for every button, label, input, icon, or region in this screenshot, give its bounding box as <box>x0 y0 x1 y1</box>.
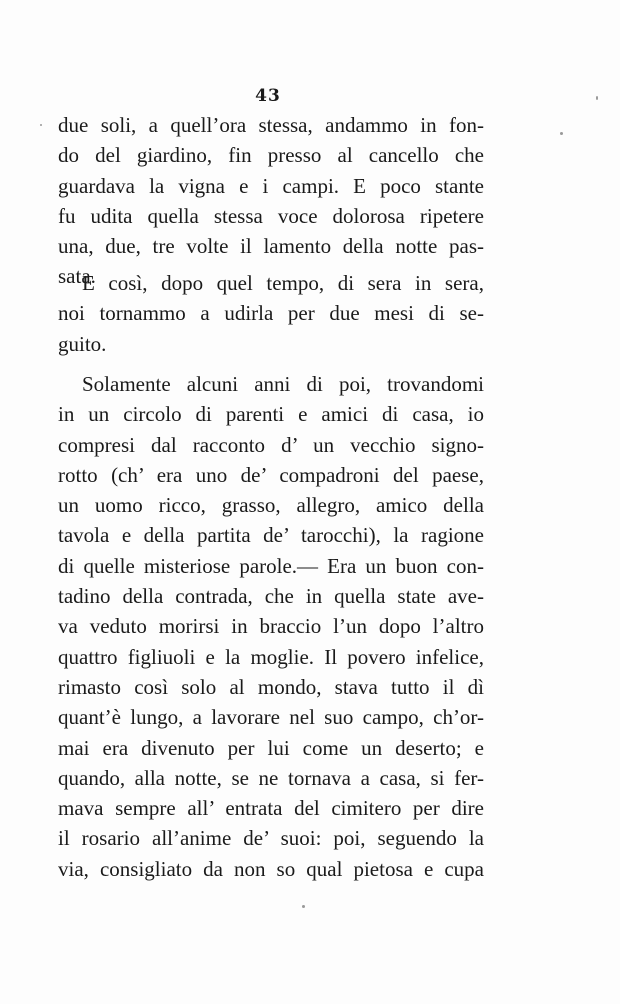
paper-speck <box>302 905 305 908</box>
text-line: una, due, tre volte il lamento della notte pas- <box>58 234 484 259</box>
text-line: mai era divenuto per lui come un deserto; e <box>58 735 484 760</box>
text-line: compresi dal racconto d’ un vecchio signo- <box>58 432 484 457</box>
text-line: un uomo ricco, grasso, allegro, amico della <box>58 493 484 518</box>
text-line: fu udita quella stessa voce dolorosa ripetere <box>58 203 484 228</box>
text-line: il rosario all’anime de’ suoi: poi, seguendo la <box>58 826 484 851</box>
text-line: due soli, a quell’ora stessa, andammo in fon- <box>58 113 484 137</box>
text-line: quant’è lungo, a lavorare nel suo campo, ch’or- <box>58 705 484 730</box>
text-line: via, consigliato da non so qual pietosa e cupa <box>58 856 484 881</box>
text-line: di quelle misteriose parole.— Era un buon con- <box>58 553 484 578</box>
text-line: guito. <box>58 331 107 356</box>
text-line: rotto (ch’ era uno de’ compadroni del paese, <box>58 462 484 487</box>
page-number: 43 <box>255 86 281 106</box>
text-line: guardava la vigna e i campi. E poco stante <box>58 173 484 198</box>
text-line: E così, dopo quel tempo, di sera in sera, <box>82 271 484 295</box>
text-line: quando, alla notte, se ne tornava a casa, si fer- <box>58 765 484 790</box>
text-line: Solamente alcuni anni di poi, trovandomi <box>82 372 484 396</box>
paragraph-1 <box>58 110 484 292</box>
text-line: va veduto morirsi in braccio l’un dopo l’altro <box>58 614 484 639</box>
text-line: tadino della contrada, che in quella state ave- <box>58 584 484 609</box>
text-line: mava sempre all’ entrata del cimitero per dire <box>58 796 484 821</box>
paper-speck <box>596 96 598 100</box>
text-line: noi tornammo a udirla per due mesi di se- <box>58 301 484 326</box>
text-line: sata. <box>58 264 96 289</box>
paragraph-3 <box>58 369 484 884</box>
text-line: in un circolo di parenti e amici di casa, io <box>58 402 484 427</box>
paper-speck <box>560 132 563 135</box>
text-line: do del giardino, fin presso al cancello che <box>58 143 484 168</box>
text-line: quattro figliuoli e la moglie. Il povero infelice, <box>58 644 484 669</box>
text-line: tavola e della partita de’ tarocchi), la ragione <box>58 523 484 548</box>
paper-speck <box>40 124 42 126</box>
text-line: rimasto così solo al mondo, stava tutto il dì <box>58 674 484 699</box>
paragraph-2 <box>58 268 484 359</box>
